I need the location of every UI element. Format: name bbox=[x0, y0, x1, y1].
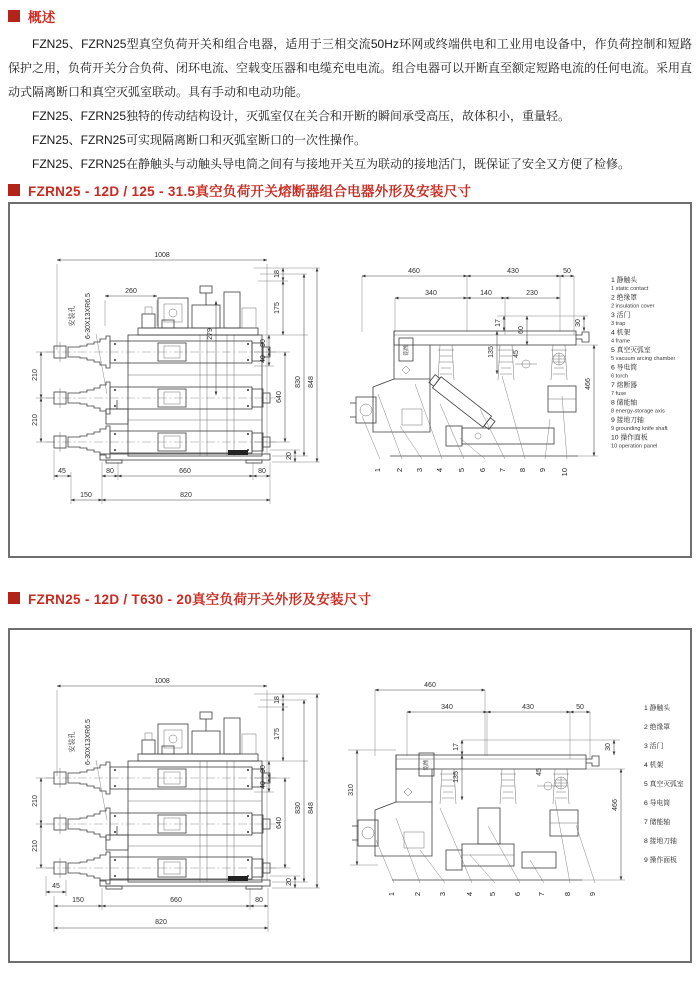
drawing-panel-1 bbox=[8, 202, 692, 558]
dim-label: 1008 bbox=[154, 252, 170, 259]
dim-label: 260 bbox=[125, 288, 137, 295]
mounting-hole-label: 安装孔 bbox=[69, 305, 76, 327]
dim-label: 210 bbox=[32, 369, 39, 381]
callout-number: 9 bbox=[588, 892, 597, 897]
dim-label: 18 bbox=[274, 696, 281, 704]
dim-label: 210 bbox=[32, 414, 39, 426]
dim-label: 640 bbox=[276, 391, 283, 403]
bullet-icon bbox=[8, 184, 20, 196]
callout-number: 7 bbox=[498, 468, 507, 473]
side-view bbox=[350, 331, 589, 456]
callout-number: 8 bbox=[518, 468, 527, 473]
dim-label: 460 bbox=[424, 682, 436, 689]
legend-item-zh: 8 接地刀轴 bbox=[644, 838, 677, 845]
operating-mechanism bbox=[138, 712, 258, 761]
dim-label: 466 bbox=[612, 799, 619, 811]
section2-header bbox=[8, 590, 692, 606]
legend-item-en: 6 torch bbox=[611, 373, 629, 380]
legend-item-zh: 2 绝缘罩 bbox=[644, 724, 671, 731]
insulator-stack bbox=[498, 345, 514, 380]
technical-drawing-1 bbox=[10, 204, 690, 556]
callout-number: 4 bbox=[465, 892, 474, 897]
legend-item-en: 4 frame bbox=[611, 338, 630, 345]
dim-label: 660 bbox=[170, 897, 182, 904]
dim-label: 279 bbox=[207, 328, 214, 340]
overview-title: 概述 bbox=[28, 10, 56, 25]
legend-item-zh: 7 储能轴 bbox=[644, 819, 671, 826]
dim-label: 820 bbox=[180, 492, 192, 499]
dim-label: 45 bbox=[58, 468, 66, 475]
technical-drawing-2 bbox=[10, 630, 690, 961]
legend-item-zh: 8 储能轴 bbox=[611, 399, 638, 407]
legend-item-zh: 1 静触头 bbox=[611, 277, 638, 284]
section2-title: FZRN25 - 12D / T630 - 20真空负荷开关外形及安装尺寸 bbox=[28, 592, 372, 607]
overview-paragraph: FZN25、FZRN25在静触头与动触头导电筒之间有与接地开关互为联动的接地活门，既保证了安全又方便了检修。 bbox=[32, 157, 631, 171]
dim-label: 150 bbox=[80, 492, 92, 499]
mounting-hole-label: 安装孔 bbox=[69, 731, 76, 753]
dim-label: 660 bbox=[179, 468, 191, 475]
callout-number: 7 bbox=[537, 892, 546, 897]
dim-label: 175 bbox=[274, 302, 281, 314]
dim-label: 830 bbox=[295, 376, 302, 388]
callout-number: 3 bbox=[415, 468, 424, 473]
side-dimensions bbox=[348, 682, 625, 880]
parts-legend bbox=[611, 275, 675, 450]
dim-label: 40 bbox=[260, 781, 267, 789]
legend-item-zh: 1 静触头 bbox=[644, 705, 671, 712]
callouts bbox=[362, 376, 569, 476]
callout-number: 9 bbox=[538, 468, 547, 473]
legend-item-zh: 6 导电筒 bbox=[644, 800, 671, 807]
nameplate-label: 铭牌 bbox=[424, 759, 430, 771]
section1-title: FZRN25 - 12D / 125 - 31.5真空负荷开关熔断器组合电器外形及安装尺寸 bbox=[28, 184, 472, 199]
legend-item-zh: 3 活门 bbox=[611, 312, 631, 319]
callout-number: 2 bbox=[395, 468, 404, 473]
bullet-icon bbox=[8, 592, 20, 604]
legend-item-zh: 4 机架 bbox=[611, 329, 631, 337]
callout-number: 10 bbox=[560, 468, 569, 477]
overview-paragraph: FZN25、FZRN25可实现隔离断口和灭弧室断口的一次性操作。 bbox=[32, 133, 367, 147]
operating-mechanism bbox=[138, 286, 258, 335]
legend-item-en: 8 energy-storage axis bbox=[611, 408, 665, 415]
dim-label: 50 bbox=[576, 704, 584, 711]
legend-item-en: 5 vacuum arcing chamber bbox=[611, 356, 676, 362]
front-view bbox=[46, 712, 276, 889]
overview-paragraph: FZN25、FZRN25型真空负荷开关和组合电器，适用于三相交流50Hz环网或终端供电和工业用电设备中，作负荷控制和短路保护之用，负荷开关分合负荷、闭环电流、空载变压器和电缆充电电流。组合电器可以开断直至额定短路电流的任何电流。采用直动式隔离断口和真空灭弧室联动。具有手动和电动功能。 bbox=[8, 37, 693, 99]
dim-label: 30 bbox=[575, 319, 582, 327]
legend-item-zh: 5 真空灭弧室 bbox=[644, 781, 684, 788]
overview-paragraphs bbox=[8, 32, 692, 176]
dim-label: 340 bbox=[425, 290, 437, 297]
bullet-icon bbox=[8, 10, 20, 22]
dim-label: 45 bbox=[536, 768, 543, 776]
legend-item-zh: 7 熔断器 bbox=[611, 382, 638, 389]
callout-number: 3 bbox=[438, 892, 447, 897]
dim-label: 50 bbox=[563, 268, 571, 275]
dim-label: 20 bbox=[286, 452, 293, 460]
dim-label: 460 bbox=[408, 268, 420, 275]
legend-item-zh: 9 接地刀轴 bbox=[611, 417, 644, 424]
nameplate-label: 铭牌 bbox=[404, 344, 410, 356]
legend-item-en: 1 static contact bbox=[611, 286, 649, 292]
dim-label: 830 bbox=[295, 802, 302, 814]
overview-header bbox=[8, 8, 692, 24]
callout-number: 6 bbox=[513, 892, 522, 897]
dim-label: 80 bbox=[258, 468, 266, 475]
callout-number: 2 bbox=[413, 892, 422, 897]
dim-label: 230 bbox=[526, 290, 538, 297]
dim-label: 466 bbox=[585, 378, 592, 390]
legend-item-zh: 5 真空灭弧室 bbox=[611, 347, 651, 354]
dim-label: 30 bbox=[605, 743, 612, 751]
dim-label: 430 bbox=[522, 704, 534, 711]
dim-label: 18 bbox=[274, 270, 281, 278]
front-dimensions bbox=[32, 678, 320, 932]
legend-item-en: 3 trap bbox=[611, 321, 626, 327]
callout-number: 5 bbox=[457, 468, 466, 473]
legend-item-zh: 10 操作面板 bbox=[611, 434, 648, 442]
dim-label: 135 bbox=[453, 771, 460, 783]
callout-number: 6 bbox=[478, 468, 487, 473]
insulator-stack bbox=[438, 345, 454, 380]
legend-item-en: 7 fuse bbox=[611, 391, 627, 397]
dim-label: 140 bbox=[480, 290, 492, 297]
dim-label: 20 bbox=[286, 878, 293, 886]
dim-label: 175 bbox=[274, 728, 281, 740]
dim-label: 135 bbox=[488, 346, 495, 358]
callout-number: 4 bbox=[435, 468, 444, 473]
legend-item-zh: 6 导电筒 bbox=[611, 364, 638, 372]
legend-item-zh: 2 绝缘罩 bbox=[611, 294, 638, 302]
dim-label: 848 bbox=[308, 802, 315, 814]
dim-label: 210 bbox=[32, 840, 39, 852]
mounting-hole-spec: 6-30X13XR6.5 bbox=[85, 293, 92, 339]
parts-legend bbox=[644, 703, 684, 864]
dim-label: 210 bbox=[32, 795, 39, 807]
front-view bbox=[46, 286, 276, 463]
dim-label: 80 bbox=[255, 897, 263, 904]
dim-label: 45 bbox=[513, 350, 520, 358]
callout-number: 8 bbox=[563, 892, 572, 897]
dim-label: 150 bbox=[72, 897, 84, 904]
mounting-hole-spec: 6-30X13XR6.5 bbox=[85, 719, 92, 765]
dim-label: 90 bbox=[260, 339, 267, 347]
dim-label: 60 bbox=[518, 326, 525, 334]
dim-label: 848 bbox=[308, 376, 315, 388]
dim-label: 17 bbox=[495, 319, 502, 327]
legend-item-zh: 4 机架 bbox=[644, 762, 664, 769]
dim-label: 430 bbox=[507, 268, 519, 275]
callout-number: 1 bbox=[387, 892, 396, 897]
dim-label: 820 bbox=[155, 919, 167, 926]
callout-number: 1 bbox=[373, 468, 382, 473]
front-dimensions bbox=[32, 252, 320, 504]
section1-header bbox=[8, 182, 692, 198]
fuse-tube bbox=[428, 373, 497, 431]
dim-label: 90 bbox=[260, 765, 267, 773]
dim-label: 80 bbox=[106, 468, 114, 475]
legend-item-en: 10 operation panel bbox=[611, 443, 658, 450]
legend-item-en: 2 insulation cover bbox=[611, 303, 655, 310]
callout-number: 5 bbox=[488, 892, 497, 897]
dim-label: 1008 bbox=[154, 678, 170, 685]
legend-item-zh: 9 操作面板 bbox=[644, 857, 677, 864]
legend-item-zh: 3 活门 bbox=[644, 743, 664, 750]
dim-label: 310 bbox=[348, 784, 355, 796]
dim-label: 640 bbox=[276, 817, 283, 829]
dim-label: 17 bbox=[453, 743, 460, 751]
insulator-stack bbox=[500, 769, 516, 804]
dim-label: 340 bbox=[441, 704, 453, 711]
drawing-panel-2 bbox=[8, 628, 692, 963]
dim-label: 40 bbox=[260, 355, 267, 363]
legend-item-en: 9 grounding knife shaft bbox=[611, 426, 668, 432]
overview-paragraph: FZN25、FZRN25独特的传动结构设计，灭弧室仅在关合和开断的瞬间承受高压，故体积小，重量轻。 bbox=[32, 109, 571, 123]
dim-label: 45 bbox=[52, 883, 60, 890]
